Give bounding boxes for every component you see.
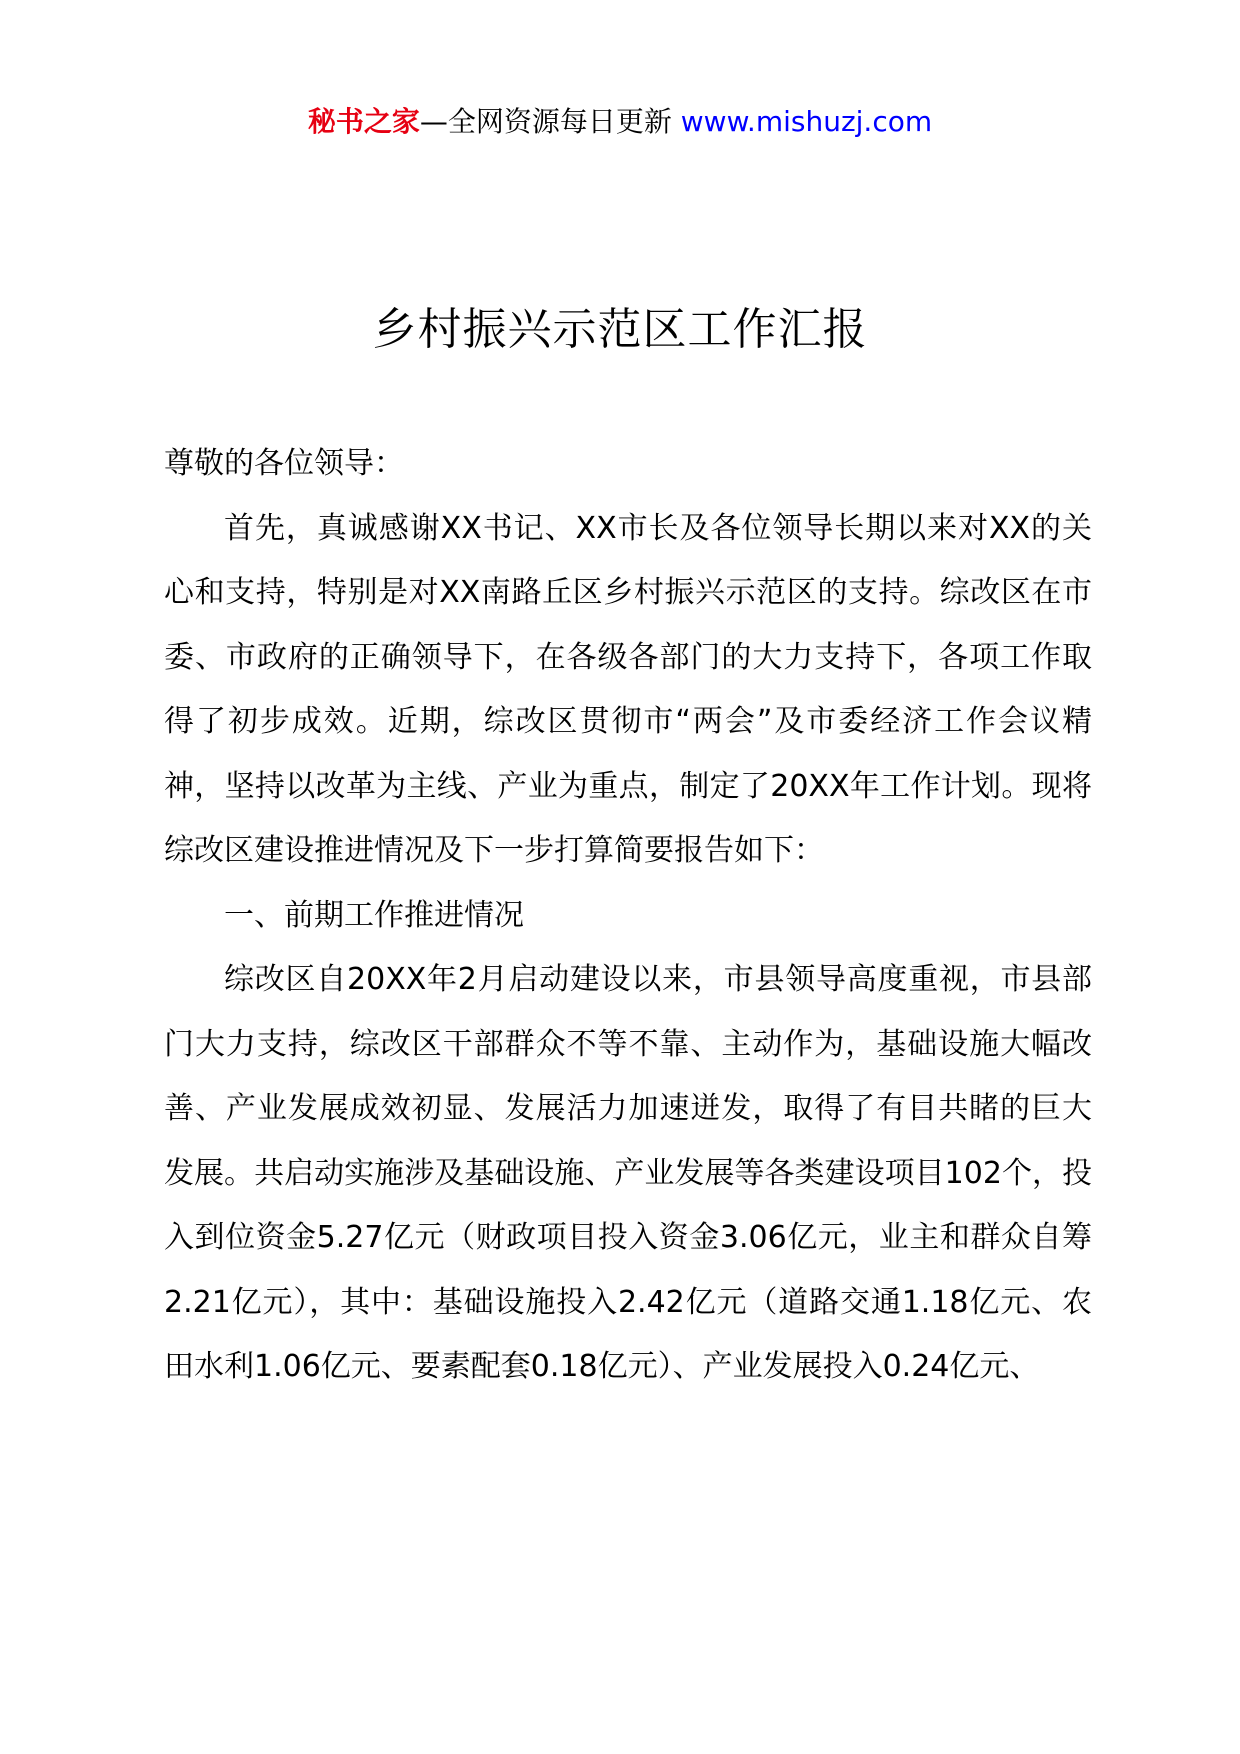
document-body (164, 432, 1092, 1400)
document-title: 乡村振兴示范区工作汇报 (372, 304, 868, 355)
site-header (0, 102, 1240, 142)
site-brand: 秘书之家 (307, 105, 420, 138)
site-slogan: —全网资源每日更新 (419, 105, 681, 138)
paragraph-progress: 综改区自20XX年2月启动建设以来，市县领导高度重视，市县部门大力支持，综改区干部群众不等不靠、主动作为，基础设施大幅改善、产业发展成效初显、发展活力加速迸发，取得了有目共睹的巨大发展。共启动实施涉及基础设施、产业发展等各类建设项目102个，投入到位资金5.27亿元（财政项目投入资金3.06亿元，业主和群众自筹2.21亿元），其中：基础设施投入2.42亿元（道路交通1.18亿元、农田水利1.06亿元、要素配套0.18亿元）、产业发展投入0.24亿元、 (164, 962, 1092, 1384)
salutation: 尊敬的各位领导： (164, 446, 404, 481)
site-url-link[interactable]: www.mishuzj.com (680, 105, 933, 138)
paragraph-intro: 首先，真诚感谢XX书记、XX市长及各位领导长期以来对XX的关心和支持，特别是对XX南路丘区乡村振兴示范区的支持。综改区在市委、市政府的正确领导下，在各级各部门的大力支持下，各项工作取得了初步成效。近期，综改区贯彻市“两会”及市委经济工作会议精神，坚持以改革为主线、产业为重点，制定了20XX年工作计划。现将综改区建设推进情况及下一步打算简要报告如下： (164, 510, 1092, 868)
section-heading: 一、前期工作推进情况 (224, 897, 524, 933)
